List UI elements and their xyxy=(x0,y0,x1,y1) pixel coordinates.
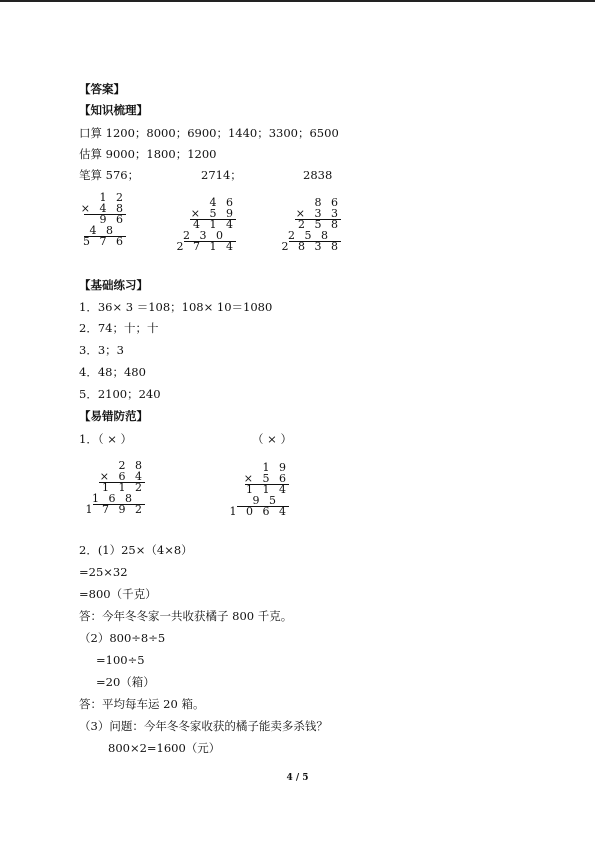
partial-product-2: 4 8 xyxy=(89,224,116,237)
partial-product-1: 9 6 xyxy=(99,213,126,226)
error-q2-part-2-step-2: =20（箱） xyxy=(96,675,155,689)
partial-product-2: 2 3 0 xyxy=(183,229,226,242)
written-calc-answer-3: 2838 xyxy=(303,168,333,182)
multiplicand: 8 6 xyxy=(314,196,341,209)
multiplicand: 1 9 xyxy=(262,461,289,474)
basic-q1: 1．36× 3 ＝108；108× 10＝1080 xyxy=(79,300,273,314)
oral-calc-line: 口算 1200；8000；6900；1440；3300；6500 xyxy=(79,126,339,140)
partial-product-1: 4 1 4 xyxy=(193,218,236,231)
partial-product-1: 2 5 8 xyxy=(298,218,341,231)
multiplier: × 5 6 xyxy=(243,472,289,485)
basic-q3: 3．3；3 xyxy=(79,343,124,357)
partial-product-2: 9 5 xyxy=(252,494,279,507)
error-prevention-heading: 【易错防范】 xyxy=(79,409,148,423)
vertical-calculation-2 xyxy=(176,196,236,253)
answer-heading: 【答案】 xyxy=(79,82,125,96)
error-q2-part-3-calc: 800×2=1600（元） xyxy=(108,741,221,755)
error-q2-answer-2: 答：平均每车运 20 箱。 xyxy=(79,697,205,711)
error-q2-part-3: （3）问题：今年冬冬家收获的橘子能卖多杀钱？ xyxy=(79,719,328,733)
multiplier: × 4 8 xyxy=(80,202,126,215)
multiplicand: 4 6 xyxy=(209,196,236,209)
product: 1 7 9 2 xyxy=(85,503,145,516)
product: 5 7 6 xyxy=(83,235,126,248)
vertical-calculation-4 xyxy=(85,459,145,516)
multiplier: × 5 9 xyxy=(190,207,236,220)
vertical-calculation-1 xyxy=(80,191,126,248)
error-q2-part-2: （2）800÷8÷5 xyxy=(79,631,166,645)
error-q2-line-1: 2．(1）25×（4×8） xyxy=(79,543,193,557)
basic-q4: 4．48；480 xyxy=(79,365,146,379)
vertical-calculation-5 xyxy=(229,461,289,518)
partial-product-2: 1 6 8 xyxy=(92,492,135,505)
multiplicand: 1 2 xyxy=(99,191,126,204)
page-number: 4 / 5 xyxy=(286,773,309,783)
multiplier: × 3 3 xyxy=(295,207,341,220)
partial-product-1: 1 1 2 xyxy=(102,481,145,494)
error-q2-answer-1: 答：今年冬冬家一共收获橘子 800 千克。 xyxy=(79,609,293,623)
basic-q2: 2．74；十；十 xyxy=(79,321,159,335)
error-q2-line-3: =800（千克） xyxy=(79,587,157,601)
basic-q5: 5．2100；240 xyxy=(79,387,161,401)
error-q2-line-2: =25×32 xyxy=(79,565,128,579)
basic-practice-heading: 【基础练习】 xyxy=(79,278,148,292)
error-q2-part-2-step-1: =100÷5 xyxy=(96,653,145,667)
product: 2 8 3 8 xyxy=(281,240,341,253)
vertical-calculation-3 xyxy=(281,196,341,253)
product: 1 0 6 4 xyxy=(229,505,289,518)
multiplier: × 6 4 xyxy=(99,470,145,483)
error-q1-left: 1．（ × ） xyxy=(79,432,133,446)
written-calc-answer-2: 2714； xyxy=(201,168,242,182)
partial-product-1: 1 1 4 xyxy=(246,483,289,496)
partial-product-2: 2 5 8 xyxy=(288,229,331,242)
multiplicand: 2 8 xyxy=(118,459,145,472)
estimate-line: 估算 9000；1800；1200 xyxy=(79,147,217,161)
written-calc-line: 笔算 576； xyxy=(79,168,140,182)
top-rule xyxy=(0,0,595,2)
error-q1-right: （ × ） xyxy=(252,432,292,446)
product: 2 7 1 4 xyxy=(176,240,236,253)
knowledge-heading: 【知识梳理】 xyxy=(79,103,148,117)
